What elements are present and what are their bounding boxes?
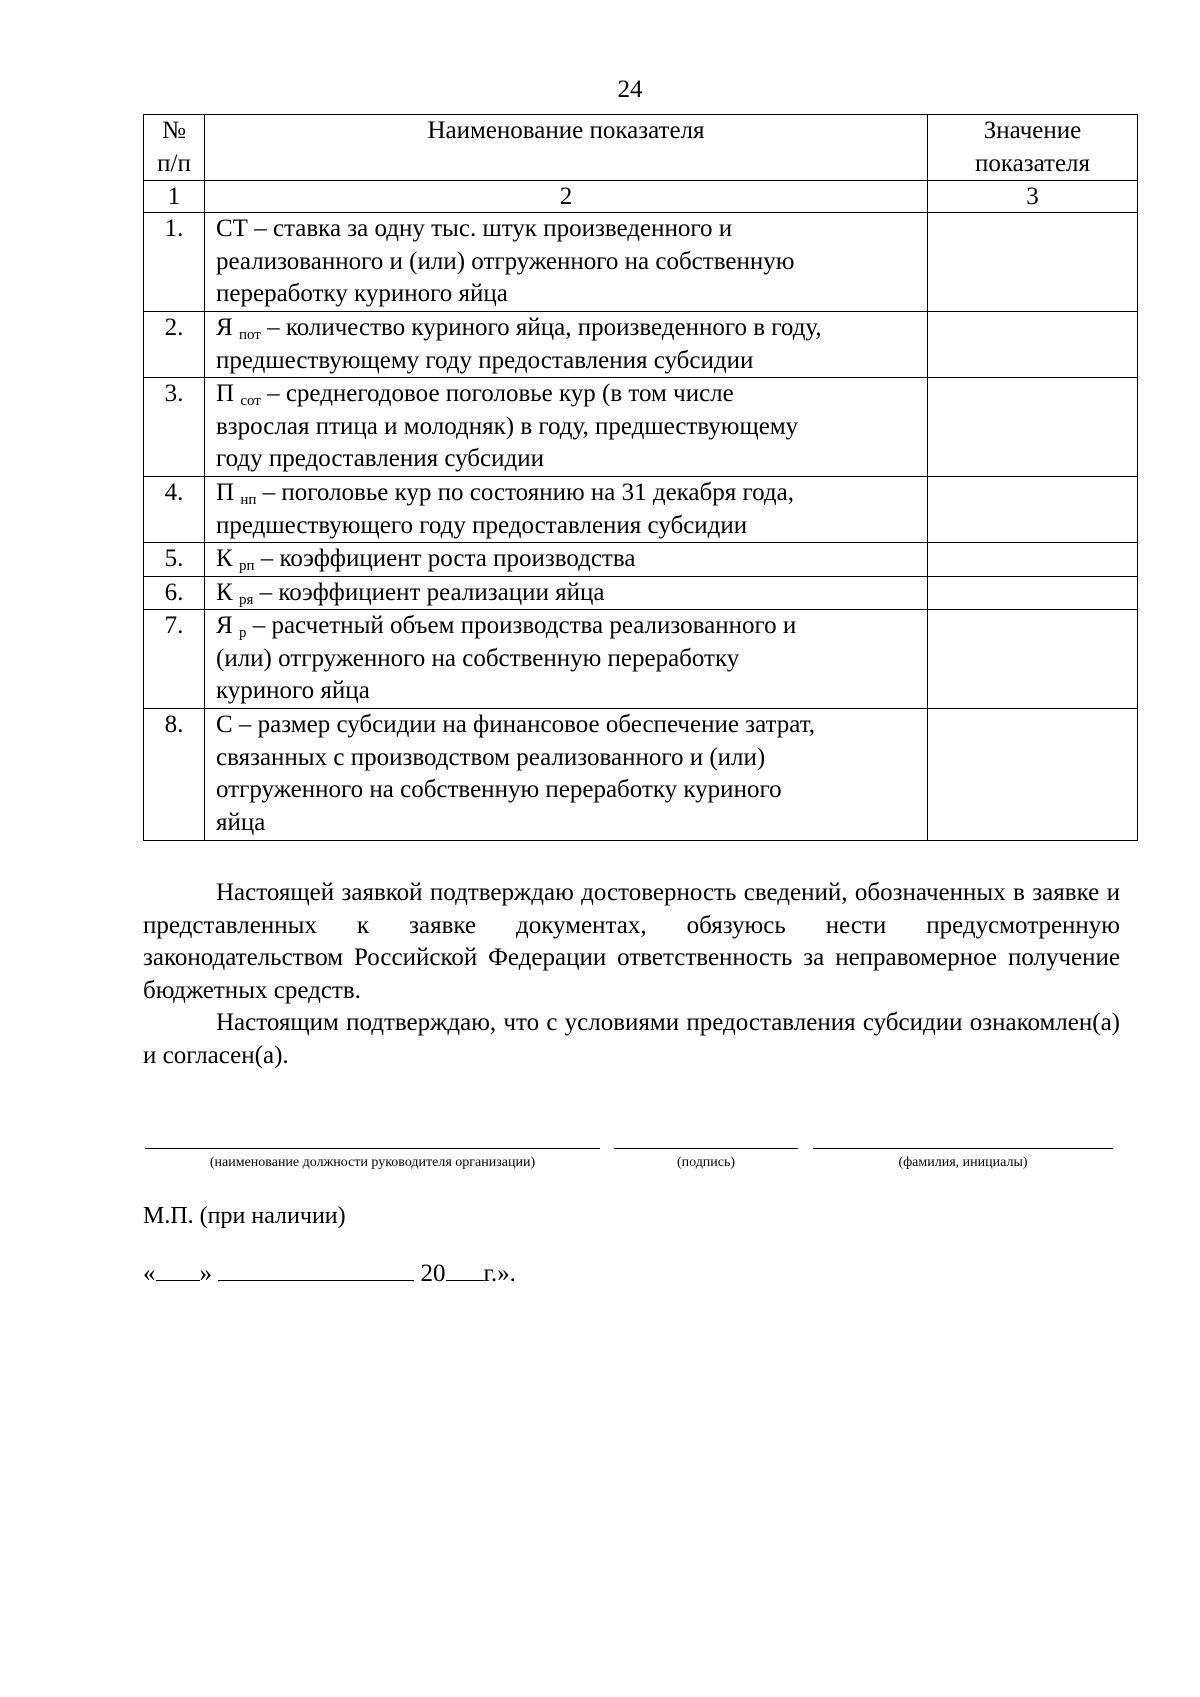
page-number: 24: [617, 76, 643, 103]
indicator-name-cell: [205, 477, 928, 543]
indicator-subscript: нп: [240, 492, 257, 508]
indicator-name-line: [216, 312, 919, 345]
indicator-name-line: [216, 610, 919, 643]
table-row: [144, 378, 1138, 477]
indicator-name-text: переработку куриного яйца: [216, 280, 508, 307]
indicator-name-text: предшествующему году предоставления субсидии: [216, 346, 754, 374]
indicator-name-cell: [205, 709, 928, 841]
indicator-name-line: [216, 278, 919, 311]
name-caption: (фамилия, инициалы): [898, 1155, 1028, 1170]
date-open-quote: «: [143, 1260, 156, 1287]
signature-line: [614, 1147, 798, 1149]
table-row: [144, 610, 1138, 709]
indicator-value-cell[interactable]: [928, 312, 1138, 378]
indicator-name-text: – коэффициент реализации яйца: [253, 578, 605, 606]
table-row: [144, 312, 1138, 378]
indicator-name-line: [216, 345, 919, 378]
row-number-cell: 1.: [144, 213, 205, 312]
year-blank: [446, 1256, 484, 1281]
indicator-name-text: – среднегодовое поголовье кур (в том числе: [260, 380, 734, 407]
row-number-cell: 8.: [144, 709, 205, 841]
indicator-name-text: предшествующего году предоставления субсидии: [216, 511, 748, 539]
indicator-name-text: – количество куриного яйца, произведенного в году,: [260, 314, 822, 341]
indicator-subscript: ря: [238, 591, 254, 608]
column-numbers-row: [144, 181, 1138, 213]
column-number-3: 3: [928, 181, 1138, 213]
row-number-cell: 2.: [144, 312, 205, 378]
date-line: [143, 1256, 516, 1288]
indicator-name-text: куриного яйца: [216, 677, 370, 704]
year-prefix: 20: [420, 1260, 446, 1287]
stamp-note: М.П. (при наличии): [143, 1203, 346, 1229]
header-value-line-1: Значение: [983, 117, 1082, 144]
header-num-cell: [144, 115, 205, 181]
table-row: [144, 576, 1138, 610]
indicator-name-cell: [205, 610, 928, 709]
header-value-line-2: показателя: [974, 149, 1091, 177]
indicator-name-cell: [205, 213, 928, 312]
header-value-cell: [928, 115, 1138, 181]
column-number-1: 1: [144, 181, 205, 213]
table-row: [144, 213, 1138, 312]
indicator-name-text: – поголовье кур по состоянию на 31 декабря года,: [256, 479, 794, 506]
indicator-name-line: [216, 246, 919, 279]
row-number-cell: 6.: [144, 576, 205, 610]
day-blank: [156, 1256, 200, 1281]
indicator-name-line: [216, 543, 919, 576]
indicator-subscript: пот: [238, 327, 261, 343]
indicator-name-line: [216, 443, 919, 476]
table-row: [144, 477, 1138, 543]
date-suffix: г.».: [483, 1260, 516, 1287]
indicator-name-line: [216, 643, 919, 676]
position-caption: (наименование должности руководителя организации): [209, 1155, 536, 1170]
indicator-value-cell[interactable]: [928, 378, 1138, 477]
date-close-quote: »: [199, 1260, 212, 1287]
indicator-name-line: [216, 742, 919, 775]
indicator-name-line: [216, 378, 919, 411]
signature-caption: (подпись): [676, 1155, 736, 1170]
indicator-name-text: отгруженного на собственную переработку куриного: [216, 776, 782, 803]
indicator-subscript: сот: [240, 393, 261, 409]
indicators-table: [143, 114, 1138, 841]
table-row: [144, 709, 1138, 841]
indicator-name-line: [216, 675, 919, 708]
table-row: [144, 543, 1138, 577]
month-blank: [218, 1256, 414, 1281]
row-number-cell: 7.: [144, 610, 205, 709]
position-signature-line: [145, 1147, 600, 1149]
indicator-name-cell: [205, 312, 928, 378]
indicator-value-cell[interactable]: [928, 213, 1138, 312]
name-signature-line: [813, 1147, 1113, 1149]
table-header-row: [144, 115, 1138, 181]
indicator-name-line: [216, 477, 919, 510]
indicator-name-line: [216, 510, 919, 543]
indicator-symbol: П: [216, 479, 235, 506]
row-number-cell: 5.: [144, 543, 205, 577]
header-num-line-1: №: [162, 117, 186, 144]
indicator-symbol: П: [216, 380, 235, 407]
indicator-name-text: С – размер субсидии на финансовое обеспечение затрат,: [216, 711, 815, 738]
indicator-name-text: взрослая птица и молодняк) в году, предшествующему: [216, 412, 799, 440]
indicator-subscript: р: [238, 625, 247, 641]
indicator-name-text: – коэффициент роста производства: [254, 545, 636, 572]
indicator-name-line: [216, 774, 919, 807]
indicator-name-text: (или) отгруженного на собственную переработку: [216, 644, 740, 672]
indicator-name-cell: [205, 543, 928, 577]
indicator-symbol: К: [216, 578, 233, 606]
row-number-cell: 3.: [144, 378, 205, 477]
indicator-name-line: [216, 807, 919, 840]
indicator-name-text: реализованного и (или) отгруженного на собственную: [216, 247, 795, 275]
indicator-name-cell: [205, 576, 928, 610]
indicator-name-text: СТ – ставка за одну тыс. штук произведенного и: [216, 215, 733, 242]
header-num-line-2: п/п: [157, 149, 191, 177]
indicator-subscript: рп: [238, 558, 255, 574]
indicator-name-line: [216, 213, 919, 246]
indicator-value-cell[interactable]: [928, 576, 1138, 610]
indicator-value-cell[interactable]: [928, 477, 1138, 543]
indicator-name-text: – расчетный объем производства реализованного и: [246, 612, 797, 639]
indicator-name-text: году предоставления субсидии: [216, 445, 544, 472]
header-name-cell: Наименование показателя: [205, 115, 928, 181]
indicator-name-line: [216, 411, 919, 444]
paragraph-confirm-accuracy: Настоящей заявкой подтверждаю достоверность сведений, обозначенных в заявке и представленных к заявке документах, обязуюсь нести предусмотренную законодательством Российской Федерации ответственность за неправомерное получение бюджетных средств.: [143, 879, 1120, 1004]
row-number-cell: 4.: [144, 477, 205, 543]
indicator-symbol: К: [216, 545, 233, 572]
indicator-name-line: [216, 577, 919, 610]
indicator-name-line: [216, 709, 919, 742]
indicator-value-cell[interactable]: [928, 709, 1138, 841]
indicator-value-cell[interactable]: [928, 610, 1138, 709]
indicator-name-text: яйца: [216, 808, 266, 836]
paragraph-confirm-conditions: Настоящим подтверждаю, что с условиями предоставления субсидии ознакомлен(а) и согласен(а).: [143, 1009, 1120, 1069]
indicator-symbol: Я: [216, 314, 233, 341]
indicator-value-cell[interactable]: [928, 543, 1138, 577]
indicator-name-text: связанных с производством реализованного и (или): [216, 743, 766, 771]
indicator-name-cell: [205, 378, 928, 477]
column-number-2: 2: [205, 181, 928, 213]
indicator-symbol: Я: [216, 612, 233, 639]
